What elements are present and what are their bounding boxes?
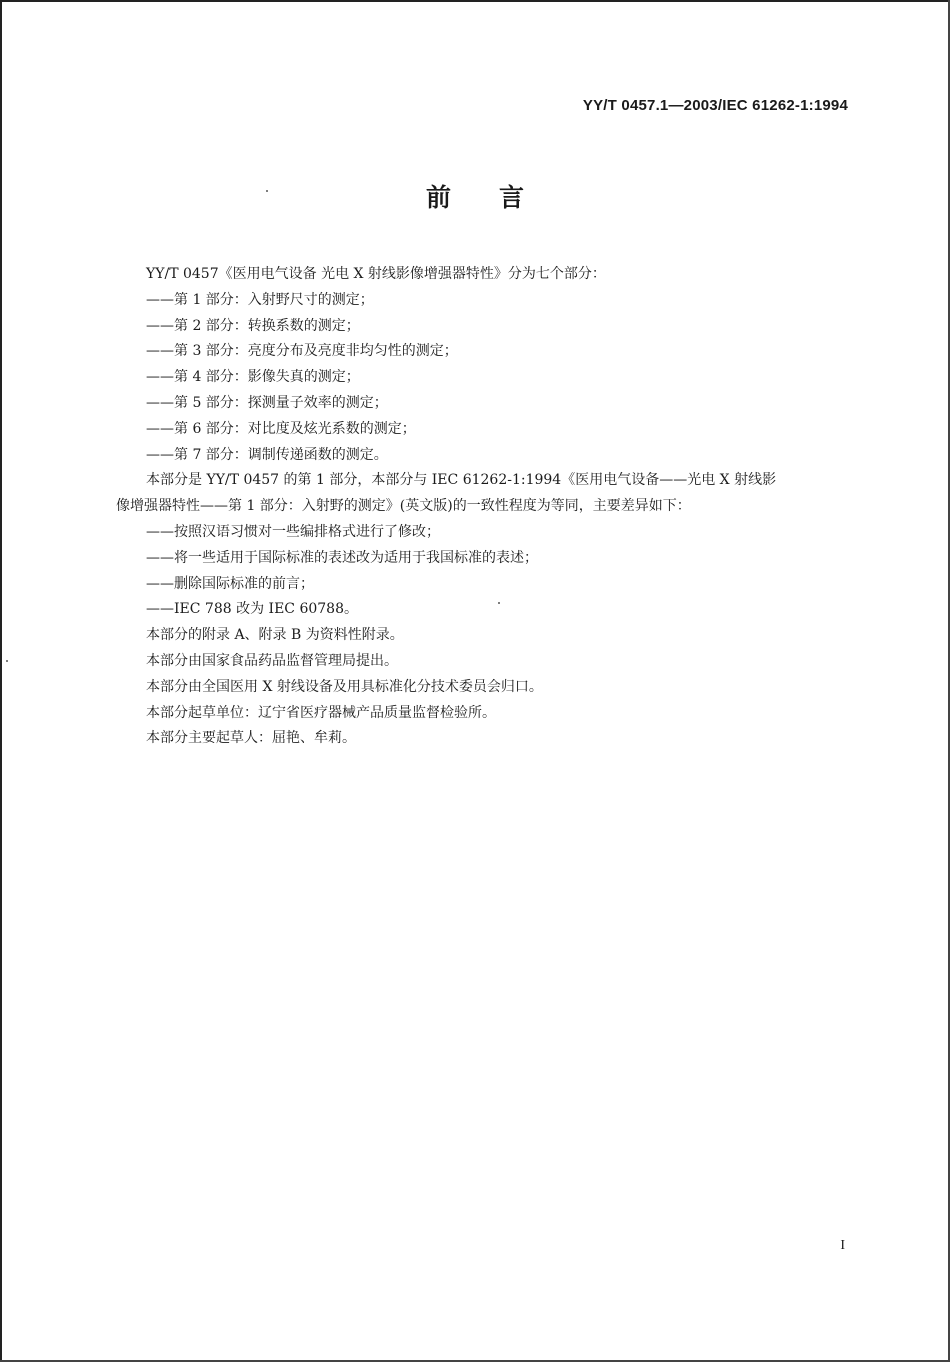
part-item: ——第 6 部分：对比度及炫光系数的测定；	[146, 420, 416, 437]
intro-paragraph: YY/T 0457《医用电气设备 光电 X 射线影像增强器特性》分为七个部分：	[146, 266, 606, 282]
closing-statement: 本部分主要起草人：屈艳、牟莉。	[146, 730, 356, 747]
scan-border-top	[0, 0, 950, 2]
closing-statement: 本部分由国家食品药品监督管理局提出。	[146, 652, 398, 669]
part-item: ——第 3 部分：亮度分布及亮度非均匀性的测定；	[146, 343, 458, 360]
document-body	[116, 262, 856, 752]
scan-speck	[266, 190, 268, 192]
difference-item: ——IEC 788 改为 IEC 60788。	[146, 601, 358, 618]
part-item: ——第 2 部分：转换系数的测定；	[146, 317, 360, 334]
closing-statement: 本部分起草单位：辽宁省医疗器械产品质量监督检验所。	[146, 704, 496, 721]
page-title: 前言	[425, 183, 572, 212]
part-item: ——第 1 部分：入射野尺寸的测定；	[146, 291, 374, 308]
page-number: I	[840, 1238, 845, 1253]
relation-paragraph-line2: 像增强器特性——第 1 部分：入射野的测定》(英文版)的一致性程度为等同，主要差异如下：	[116, 498, 691, 515]
relation-paragraph-line1: 本部分是 YY/T 0457 的第 1 部分，本部分与 IEC 61262-1:1994《医用电气设备——光电 X 射线影	[146, 472, 777, 489]
closing-statement: 本部分的附录 A、附录 B 为资料性附录。	[146, 627, 404, 644]
part-item: ——第 5 部分：探测量子效率的测定；	[146, 394, 388, 411]
difference-item: ——将一些适用于国际标准的表述改为适用于我国标准的表述；	[146, 549, 538, 566]
closing-statement: 本部分由全国医用 X 射线设备及用具标准化分技术委员会归口。	[146, 678, 543, 695]
part-item: ——第 7 部分：调制传递函数的测定。	[146, 446, 388, 463]
difference-item: ——按照汉语习惯对一些编排格式进行了修改；	[146, 523, 440, 540]
standard-code: YY/T 0457.1—2003/IEC 61262-1:1994	[582, 97, 848, 114]
scan-speck	[6, 660, 8, 662]
part-item: ——第 4 部分：影像失真的测定；	[146, 369, 360, 386]
difference-item: ——删除国际标准的前言；	[146, 575, 314, 592]
scan-speck	[498, 602, 500, 604]
